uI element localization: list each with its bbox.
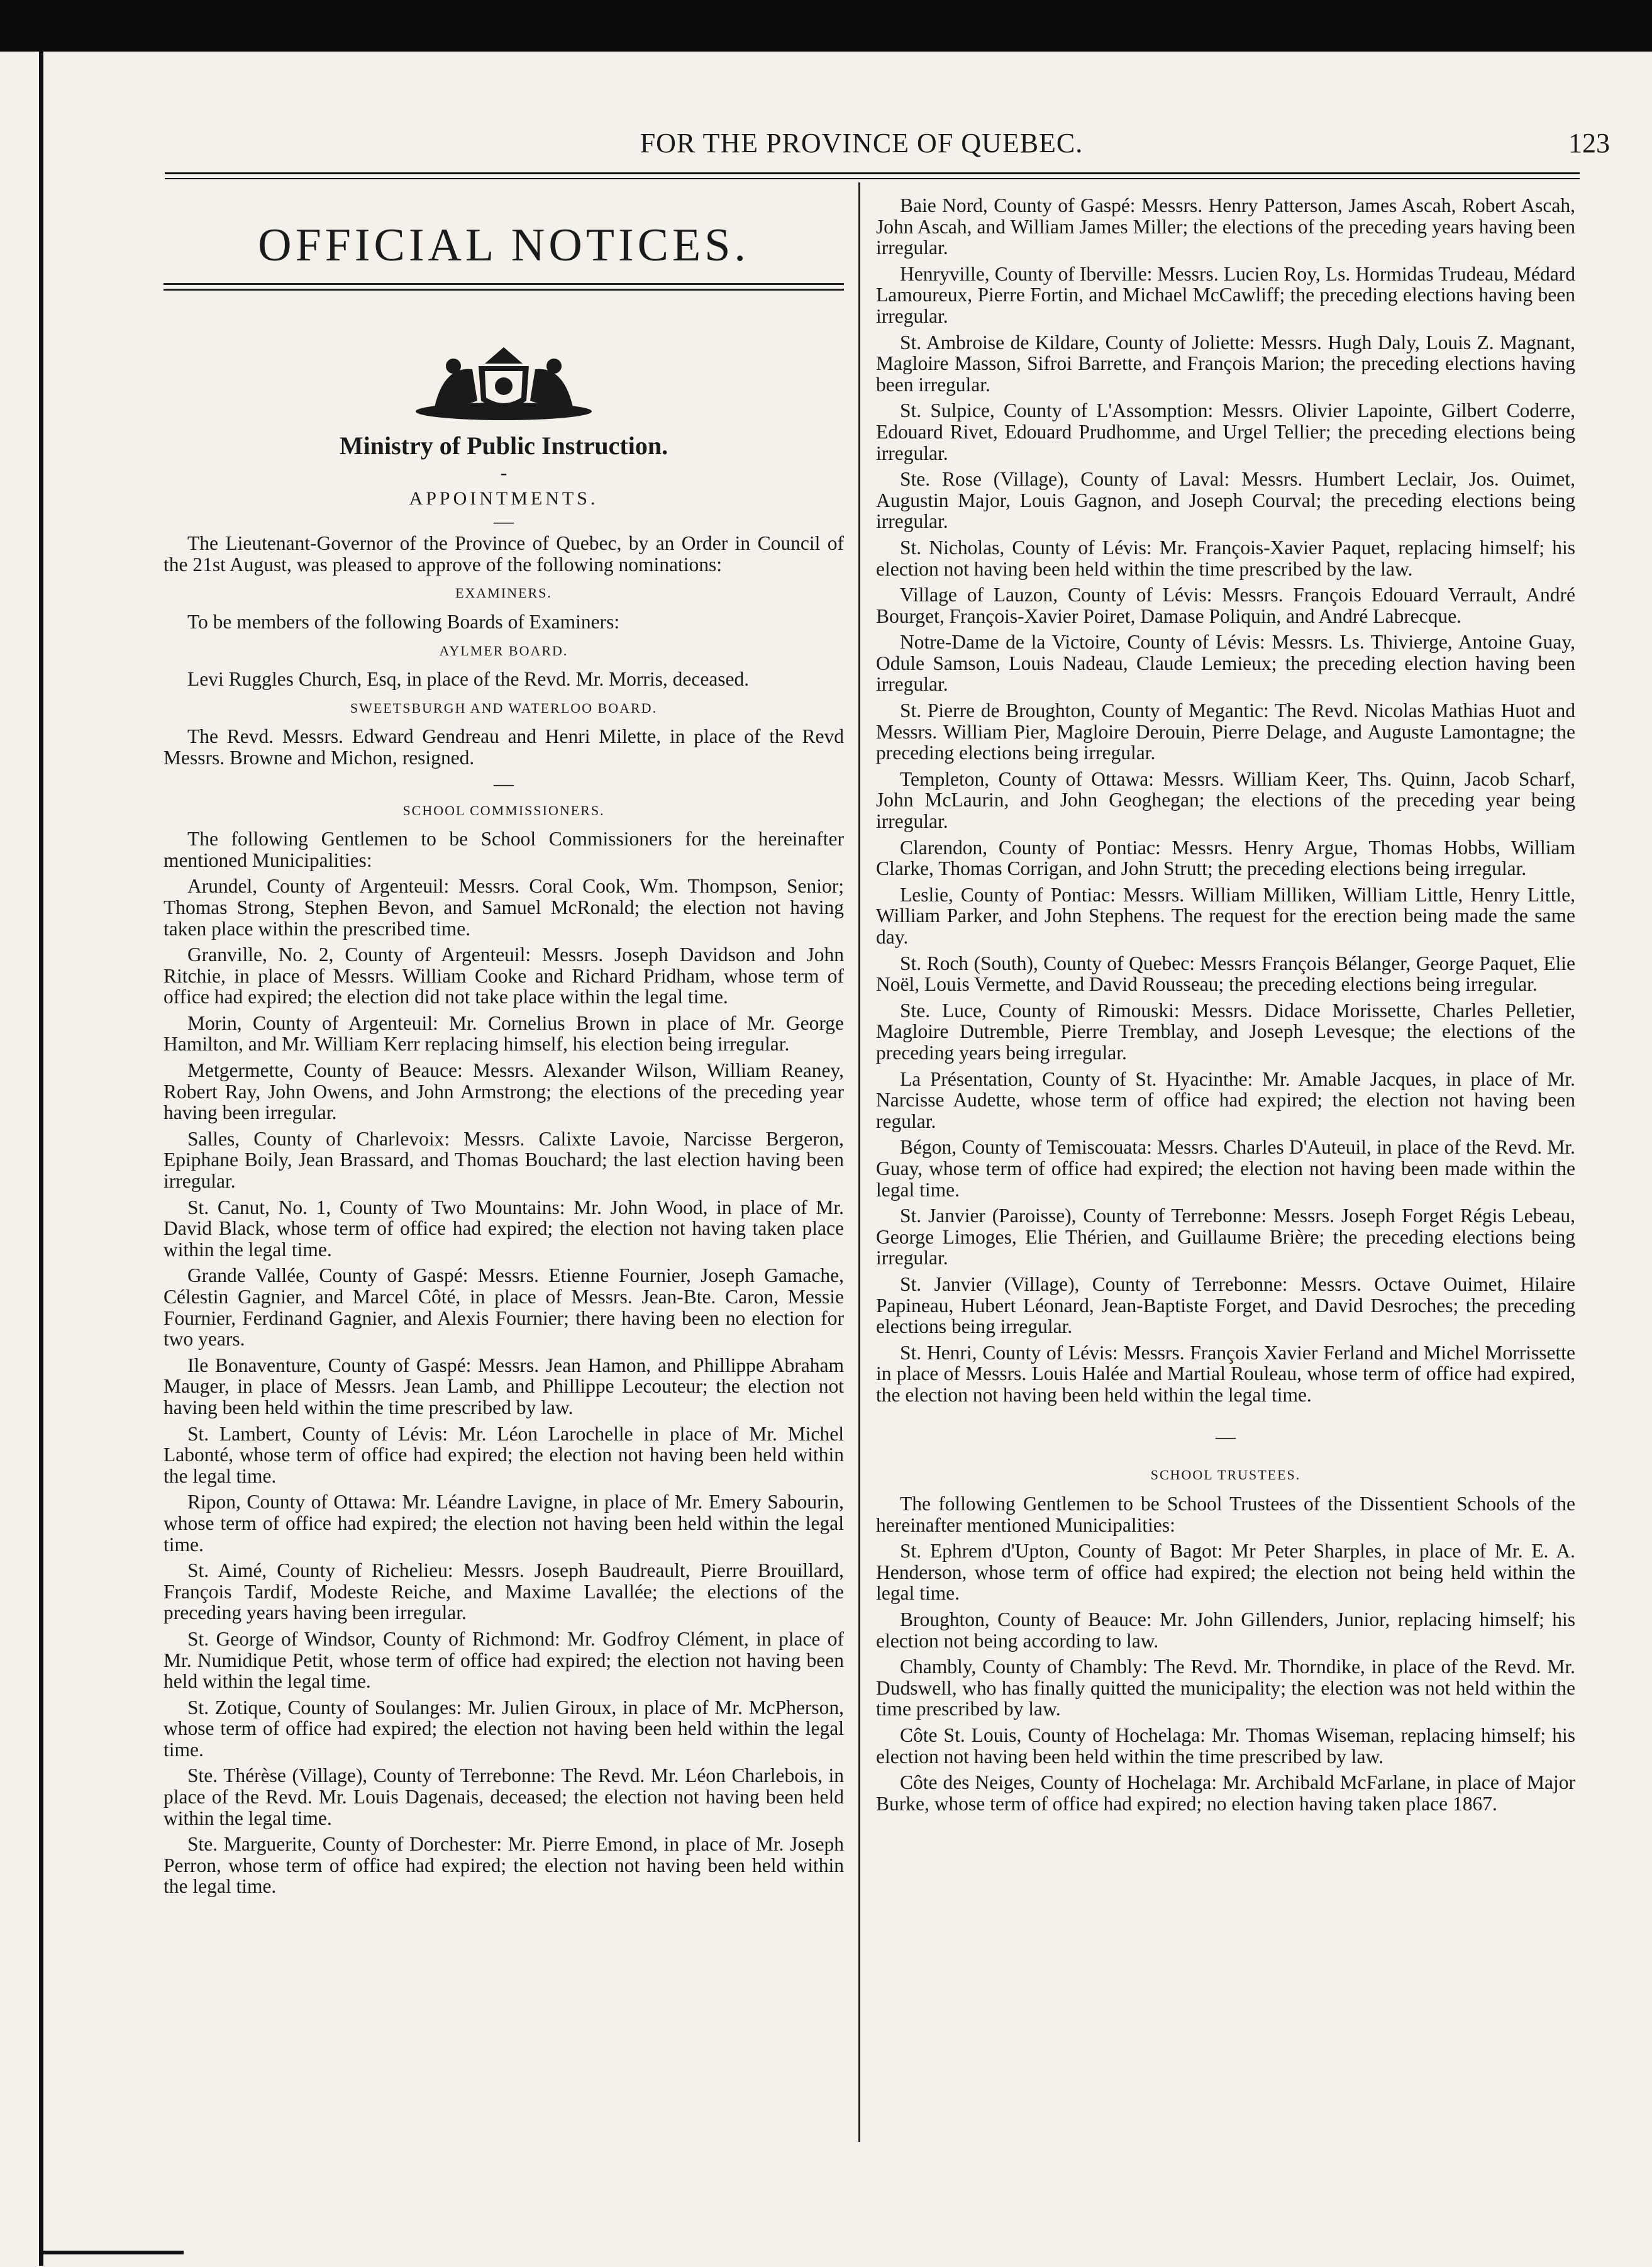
trustees-intro: The following Gentlemen to be School Trustees of the Dissentient Schools of the hereinafter mentioned Municipalities:	[876, 1493, 1575, 1536]
notice-entry: St. Sulpice, County of L'Assomption: Messrs. Olivier Lapointe, Gilbert Coderre, Edouard Rivet, Edouard Prudhomme, and Urgel Tellier; the preceding elections being irregular.	[876, 399, 1575, 464]
left-column	[164, 195, 844, 1902]
examiners-heading: EXAMINERS.	[455, 585, 552, 601]
notice-entry: Arundel, County of Argenteuil: Messrs. Coral Cook, Wm. Thompson, Senior; Thomas Strong, Stephen Bevon, and Samuel McRonald; the election not having taken place within the prescribed time.	[164, 875, 844, 940]
aylmer-heading: AYLMER BOARD.	[439, 642, 568, 659]
notice-entry: Bégon, County of Temiscouata: Messrs. Charles D'Auteuil, in place of the Revd. Mr. Guay, whose term of office had expired; the election not having been made within the legal time.	[876, 1136, 1575, 1201]
notice-entry: St. Lambert, County of Lévis: Mr. Léon Larochelle in place of Mr. Michel Labonté, whose term of office had expired; the election not having been held within the legal time.	[164, 1422, 844, 1487]
notice-entry: Salles, County of Charlevoix: Messrs. Calixte Lavoie, Narcisse Bergeron, Epiphane Boily, Jean Brassard, and Thomas Bouchard; the last election having been irregular.	[164, 1127, 844, 1193]
commissioners-heading: SCHOOL COMMISSIONERS.	[402, 802, 605, 818]
notice-entry: Ste. Thérèse (Village), County of Terrebonne: The Revd. Mr. Léon Charlebois, in place of the Revd. Mr. Louis Dagenais, deceased; the election not having been held within the legal time.	[164, 1764, 844, 1829]
commissioners-intro: The following Gentlemen to be School Commissioners for the hereinafter mentioned Municipalities:	[164, 828, 844, 871]
aylmer-text: Levi Ruggles Church, Esq, in place of the Revd. Mr. Morris, deceased.	[187, 668, 750, 691]
notice-entry: Ile Bonaventure, County of Gaspé: Messrs. Jean Hamon, and Phillippe Abraham Mauger, in place of Messrs. Jean Lamb, and Phillippe Lecouteur; the election not having been held within the time prescribed by law.	[164, 1354, 844, 1418]
notice-entry: La Présentation, County of St. Hyacinthe: Mr. Amable Jacques, in place of Mr. Narcisse Audette, whose term of office had expired; the election not having been regular.	[876, 1067, 1575, 1132]
notice-entry: Templeton, County of Ottawa: Messrs. William Keer, Ths. Quinn, Jacob Scharf, John McLaurin, and John Geoghegan; the elections of the preceding year being irregular.	[876, 767, 1575, 833]
scan-left-border	[39, 52, 43, 2266]
notice-entry: Henryville, County of Iberville: Messrs. Lucien Roy, Ls. Hormidas Trudeau, Médard Lamoureux, Pierre Fortin, and Michael McCawliff; the preceding elections having been irregular.	[876, 262, 1575, 327]
header-rule-bottom	[165, 178, 1580, 179]
scan-bottom-mark	[39, 2251, 184, 2254]
page-title: FOR THE PROVINCE OF QUEBEC.	[640, 128, 1084, 159]
notice-entry: Granville, No. 2, County of Argenteuil: Messrs. Joseph Davidson and John Ritchie, in place of Messrs. William Cooke and Richard Pridham, whose term of office had expired; the election did not take place within the legal time.	[164, 944, 844, 1008]
notice-entry: Ste. Rose (Village), County of Laval: Messrs. Humbert Leclair, Jos. Ouimet, Augustin Major, Louis Gagnon, and Joseph Courval; the preceding elections being irregular.	[876, 468, 1575, 533]
trustee-entry: St. Ephrem d'Upton, County of Bagot: Mr Peter Sharples, in place of Mr. E. A. Henderson, whose term of office had expired; the election not being held within the legal time.	[876, 1540, 1575, 1605]
notice-entry: Baie Nord, County of Gaspé: Messrs. Henry Patterson, James Ascah, Robert Ascah, John Ascah, and William James Miller; the elections of the preceding years having been irregular.	[876, 194, 1575, 259]
notice-entry: St. Roch (South), County of Quebec: Messrs François Bélanger, George Paquet, Elie Noël, Louis Vermette, and David Rousseau; the preceding elections being irregular.	[876, 952, 1575, 996]
notice-entry: St. Janvier (Paroisse), County of Terrebonne: Messrs. Joseph Forget Régis Lebeau, George Limoges, Elie Thérien, and Guillaume Brière; the preceding elections being irregular.	[876, 1205, 1575, 1269]
coat-of-arms-icon	[409, 341, 598, 429]
trustee-entry: Chambly, County of Chambly: The Revd. Mr. Thorndike, in place of the Revd. Mr. Dudswell, who has finally quitted the municipality; the election was not held within the time prescribed by law.	[876, 1656, 1575, 1720]
heading-double-rule	[164, 283, 844, 291]
notice-entry: St. Nicholas, County of Lévis: Mr. François-Xavier Paquet, replacing himself; his election not having been held within the time prescribed by the law.	[876, 536, 1575, 580]
trustee-entry: Côte des Neiges, County of Hochelaga: Mr. Archibald McFarlane, in place of Major Burke, whose term of office had expired; no election having taken place 1867.	[876, 1771, 1575, 1815]
notice-entry: Village of Lauzon, County of Lévis: Messrs. François Edouard Verrault, André Bourget, François-Xavier Poiret, Damase Poliquin, and André Labrecque.	[876, 584, 1575, 627]
notice-entry: St. Aimé, County of Richelieu: Messrs. Joseph Baudreault, Pierre Brouillard, François Tardif, Modeste Reiche, and Maxime Lavallée; the elections of the preceding years having been irregular.	[164, 1559, 844, 1624]
notice-entry: Morin, County of Argenteuil: Mr. Cornelius Brown in place of Mr. George Hamilton, and Mr. William Kerr replacing himself, his election being irregular.	[164, 1011, 844, 1056]
notice-entry: Grande Vallée, County of Gaspé: Messrs. Etienne Fournier, Joseph Gamache, Célestin Gagnier, and Marcel Côté, in place of Messrs. Jean-Bte. Caron, Messie Fournier, Ferdinand Gagnier, and Alexis Fournier; there having been no election for two years.	[164, 1264, 844, 1351]
notice-entry: Notre-Dame de la Victoire, County of Lévis: Messrs. Ls. Thivierge, Antoine Guay, Odule Samson, Louis Nadeau, Claude Lemieux; the preceding election having been irregular.	[876, 631, 1575, 696]
appointments-heading: APPOINTMENTS.	[409, 487, 599, 509]
notice-entry: Metgermette, County of Beauce: Messrs. Alexander Wilson, William Reaney, Robert Ray, John Owens, and John Armstrong; the elections of the preceding year having been irregular.	[164, 1059, 844, 1124]
notice-entry: St. Canut, No. 1, County of Two Mountains: Mr. John Wood, in place of Mr. David Black, whose term of office had expired; the election not having taken place within the legal time.	[164, 1196, 844, 1261]
dash-divider: —	[494, 771, 514, 794]
notice-entry: St. Pierre de Broughton, County of Megantic: The Revd. Nicolas Mathias Huot and Messrs. William Pier, Magloire Derouin, Pierre Delage, and Auguste Lamontagne; the preceding elections being irregular.	[876, 699, 1575, 764]
notice-entry: Ste. Marguerite, County of Dorchester: Mr. Pierre Emond, in place of Mr. Joseph Perron, whose term of office had expired; the election not having been held within the legal time.	[164, 1833, 844, 1898]
notice-entry: St. Ambroise de Kildare, County of Joliette: Messrs. Hugh Daly, Louis Z. Magnant, Magloire Masson, Sifroi Barrette, and François Marion; the preceding elections having been irregular.	[876, 331, 1575, 396]
examiners-intro: To be members of the following Boards of Examiners:	[187, 610, 620, 633]
trustee-entry: Broughton, County of Beauce: Mr. John Gillenders, Junior, replacing himself; his election not being according to law.	[876, 1608, 1575, 1652]
notice-entry: Ste. Luce, County of Rimouski: Messrs. Didace Morissette, Charles Pelletier, Magloire Dutremble, Pierre Tremblay, and Joseph Levesque; the elections of the preceding years being irregular.	[876, 999, 1575, 1064]
trustee-entry: Côte St. Louis, County of Hochelaga: Mr. Thomas Wiseman, replacing himself; his election not having been held within the time prescribed by law.	[876, 1724, 1575, 1768]
notice-entry: St. Janvier (Village), County of Terrebonne: Messrs. Octave Ouimet, Hilaire Papineau, Hubert Léonard, Jean-Baptiste Forget, and David Desroches; the preceding elections being irregular.	[876, 1273, 1575, 1338]
ministry-title: Ministry of Public Instruction.	[339, 432, 668, 460]
intro-paragraph: The Lieutenant-Governor of the Province of Quebec, by an Order in Council of the 21st August, was pleased to approve of the following nominations:	[164, 532, 844, 576]
dash-divider: —	[1216, 1425, 1236, 1448]
notice-entry: Clarendon, County of Pontiac: Messrs. Henry Argue, Thomas Hobbs, William Clarke, Thomas Corrigan, and John Strutt; the preceding elections being irregular.	[876, 836, 1575, 880]
notice-entry: St. George of Windsor, County of Richmond: Mr. Godfroy Clément, in place of Mr. Numidique Petit, whose term of office had expired; the election not having been held within the legal time.	[164, 1627, 844, 1693]
dash-divider: -	[500, 460, 507, 484]
sweetsburgh-text: The Revd. Messrs. Edward Gendreau and Henri Milette, in place of the Revd Messrs. Browne and Michon, resigned.	[164, 725, 844, 769]
notice-entry: Leslie, County of Pontiac: Messrs. William Milliken, William Little, Henry Little, William Parker, and John Stephens. The request for the erection being made the same day.	[876, 883, 1575, 948]
notice-entry: Ripon, County of Ottawa: Mr. Léandre Lavigne, in place of Mr. Emery Sabourin, whose term of office had expired; the election not having been held within the legal time.	[164, 1491, 844, 1556]
column-divider	[858, 182, 860, 2142]
scan-top-border	[0, 0, 1652, 52]
header-rule-top	[165, 172, 1580, 174]
section-heading: OFFICIAL NOTICES.	[258, 220, 750, 271]
running-header	[113, 127, 1610, 165]
trustees-heading: SCHOOL TRUSTEES.	[1150, 1467, 1301, 1483]
page-number: 123	[1568, 128, 1610, 159]
right-column	[876, 195, 1575, 1819]
notice-entry: St. Zotique, County of Soulanges: Mr. Julien Giroux, in place of Mr. McPherson, whose term of office had expired; the election not having been held within the legal time.	[164, 1696, 844, 1761]
notice-entry: St. Henri, County of Lévis: Messrs. François Xavier Ferland and Michel Morrissette in place of Messrs. Louis Halée and Martial Rouleau, whose term of office had expired, the election not having been held within the legal time.	[876, 1341, 1575, 1406]
sweetsburgh-heading: SWEETSBURGH AND WATERLOO BOARD.	[350, 699, 658, 716]
dash-divider: —	[494, 510, 514, 533]
